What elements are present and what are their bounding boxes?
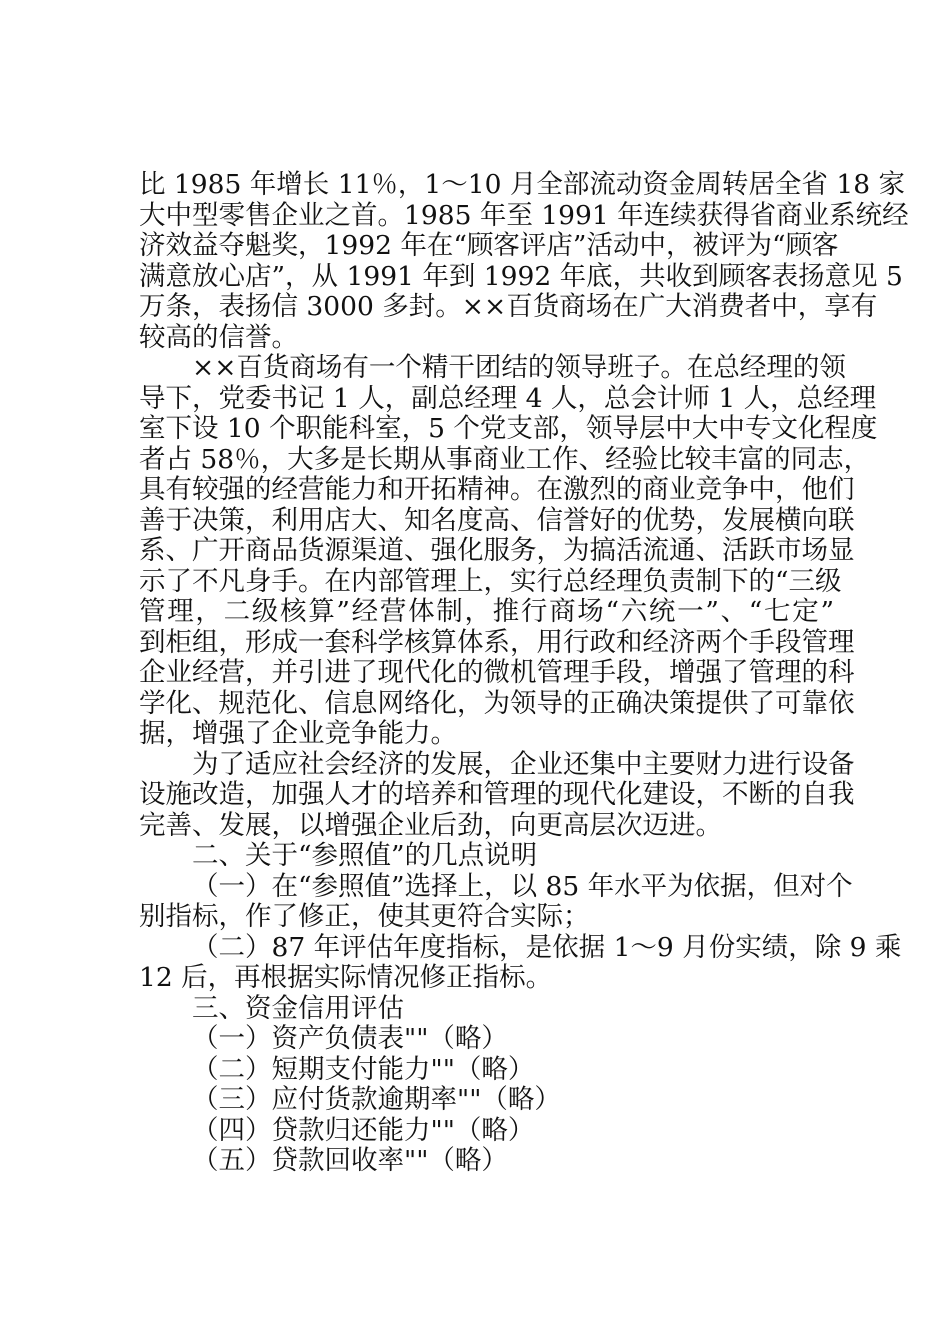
text-line: 较高的信誉。 bbox=[139, 321, 298, 353]
text-line: 学化、规范化、信息网络化，为领导的正确决策提供了可靠依 bbox=[139, 687, 855, 719]
document-body bbox=[139, 169, 909, 1177]
paragraph-start-line: ××百货商场有一个精干团结的领导班子。在总经理的领 bbox=[192, 352, 846, 383]
text-line: 12 后，再根据实际情况修正指标。 bbox=[139, 962, 553, 993]
list-item-line: （二）87 年评估年度指标，是依据 1～9 月份实绩，除 9 乘 bbox=[192, 931, 902, 963]
list-item: （四）贷款归还能力""（略） bbox=[192, 1114, 535, 1146]
list-item: （一）资产负债表""（略） bbox=[192, 1023, 508, 1054]
text-line: 者占 58％，大多是长期从事商业工作、经验比较丰富的同志， bbox=[139, 443, 871, 475]
section-heading: 三、资金信用评估 bbox=[192, 992, 404, 1024]
text-line: 别指标，作了修正，使其更符合实际； bbox=[139, 901, 590, 932]
text-line: 导下，党委书记 1 人，副总经理 4 人，总会计师 1 人，总经理 bbox=[139, 382, 877, 414]
list-item: （三）应付货款逾期率""（略） bbox=[192, 1084, 561, 1115]
list-item: （五）贷款回收率""（略） bbox=[192, 1145, 508, 1176]
text-line: 示了不凡身手。在内部管理上，实行总经理负责制下的“三级 bbox=[139, 565, 842, 597]
text-line: 比 1985 年增长 11％，1～10 月全部流动资金周转居全省 18 家 bbox=[139, 169, 906, 200]
text-line: 万条，表扬信 3000 多封。××百货商场在广大消费者中，享有 bbox=[139, 291, 878, 322]
section-heading: 二、关于“参照值”的几点说明 bbox=[192, 840, 538, 871]
text-line: 善于决策，利用店大、知名度高、信誉好的优势，发展横向联 bbox=[139, 504, 855, 536]
paragraph-start-line: 为了适应社会经济的发展，企业还集中主要财力进行设备 bbox=[192, 748, 855, 780]
text-line: 满意放心店”，从 1991 年到 1992 年底，共收到顾客表扬意见 5 bbox=[139, 260, 903, 292]
text-line: 大中型零售企业之首。1985 年至 1991 年连续获得省商业系统经 bbox=[139, 199, 909, 231]
text-line: 到柜组，形成一套科学核算体系，用行政和经济两个手段管理 bbox=[139, 626, 855, 658]
text-line: 据，增强了企业竞争能力。 bbox=[139, 718, 457, 749]
text-line: 管理，二级核算”经营体制，推行商场“六统一”、“七定” bbox=[139, 596, 834, 627]
text-line: 室下设 10 个职能科室，5 个党支部，领导层中大中专文化程度 bbox=[139, 413, 878, 444]
text-line: 济效益夺魁奖，1992 年在“顾客评店”活动中，被评为“顾客 bbox=[139, 230, 839, 261]
text-line: 具有较强的经营能力和开拓精神。在激烈的商业竞争中，他们 bbox=[139, 474, 855, 505]
list-item: （二）短期支付能力""（略） bbox=[192, 1053, 535, 1085]
text-line: 设施改造，加强人才的培养和管理的现代化建设，不断的自我 bbox=[139, 779, 855, 810]
text-line: 完善、发展，以增强企业后劲，向更高层次迈进。 bbox=[139, 809, 722, 841]
list-item-line: （一）在“参照值”选择上，以 85 年水平为依据，但对个 bbox=[192, 870, 853, 902]
text-line: 系、广开商品货源渠道、强化服务，为搞活流通、活跃市场显 bbox=[139, 535, 855, 566]
text-line: 企业经营，并引进了现代化的微机管理手段，增强了管理的科 bbox=[139, 657, 855, 688]
